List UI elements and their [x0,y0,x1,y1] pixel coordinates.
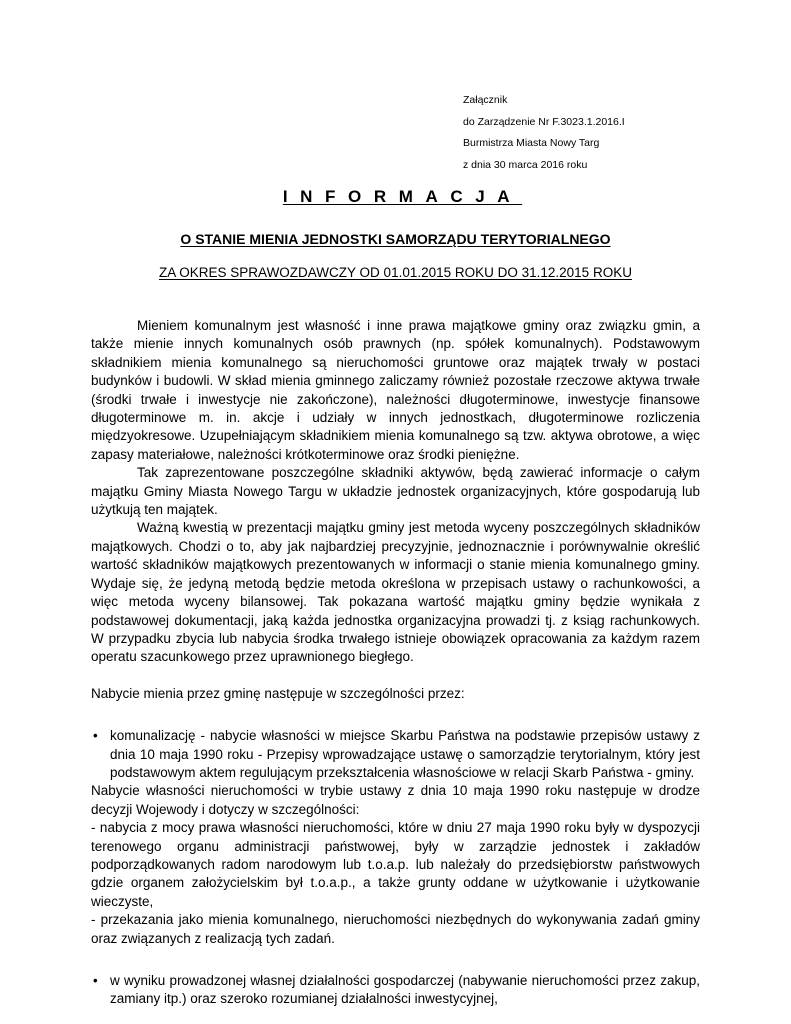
document-title-text: INFORMACJA [282,187,523,206]
annex-header [463,90,625,176]
paragraph: Ważną kwestią w prezentacji majątku gminy jest metoda wyceny poszczególnych składników majątkowych. Chodzi o to, aby jak najbardziej precyzyjnie, jednoznacznie i porównywalnie określić wartość składników majątkowych prezentowanych w informacji o stanie mienia komunalnego gminy. Wydaje się, że jedyną metodą będzie metoda określona w przepisach ustawy o rachunkowości, a więc metoda wyceny bilansowej. Tak pokazana wartość majątku gminy będzie wynikała z podstawowej dokumentacji, jaką każda jednostka organizacyjna prowadzi tj. z ksiąg rachunkowych. W przypadku zbycia lub nabycia środka trwałego istnieje obowiązek opracowania za każdym razem operatu szacunkowego przez uprawnionego biegłego. [91,520,700,665]
annex-line: z dnia 30 marca 2016 roku [463,158,588,171]
paragraph: Nabycie własności nieruchomości w trybie ustawy z dnia 10 maja 1990 roku następuje w drodze decyzji Wojewody i dotyczy w szczególności: [91,783,700,817]
bullet-item [91,972,700,1009]
annex-line: Załącznik [463,94,508,106]
paragraph: - nabycia z mocy prawa własności nieruchomości, które w dniu 27 maja 1990 roku były w dyspozycji terenowego organu administracji państwowej, były w zarządzie jednostek i zakładów podporządkowanych radom narodowym lub t.o.a.p. lub należały do przedsiębiorstw państwowych gdzie organem założycielskim był t.o.a.p., a także grunty oddane w użytkowanie i użytkowanie wieczyste, [91,820,700,909]
bullet-text: w wyniku prowadzonej własnej działalności gospodarczej (nabywanie nieruchomości przez zakup, zamiany itp.) oraz szeroko rozumianej działalności inwestycyjnej, [110,973,700,1007]
paragraph: - przekazania jako mienia komunalnego, nieruchomości niezbędnych do wykonywania zadań gminy oraz związanych z realizacją tych zadań. [91,912,700,946]
document-title [0,187,791,207]
bullet-icon: • [93,973,98,988]
bullet-text: komunalizację - nabycie własności w miejsce Skarbu Państwa na podstawie przepisów ustawy z dnia 10 maja 1990 roku - Przepisy wprowadzające ustawę o samorządzie terytorialnym, który jest podstawowym aktem regulującym przekształcenia własnościowe w relacji Skarb Państwa - gminy. [110,728,700,780]
bullet-item [91,727,700,782]
annex-line: do Zarządzenie Nr F.3023.1.2016.I [463,115,625,128]
paragraph: Nabycie mienia przez gminę następuje w szczególności przez: [91,685,465,701]
reporting-period: ZA OKRES SPRAWOZDAWCZY OD 01.01.2015 ROKU DO 31.12.2015 ROKU [159,265,632,280]
document-body [91,317,700,1009]
bullet-icon: • [93,728,98,744]
annex-line: Burmistrza Miasta Nowy Targ [463,137,600,149]
document-subtitle: O STANIE MIENIA JEDNOSTKI SAMORZĄDU TERYTORIALNEGO [180,231,611,247]
paragraph: Mieniem komunalnym jest własność i inne prawa majątkowe gminy oraz związku gmin, a także mienie innych komunalnych osób prawnych (np. spółek komunalnych). Podstawowym składnikiem mienia komunalnego są nieruchomości gruntowe oraz majątek trwały w postaci budynków i budowli. W skład mienia gminnego zaliczamy również pozostałe rzeczowe aktywa trwałe (środki trwałe i inwestycje nie zakończone), należności długoterminowe, inwestycje finansowe długoterminowe m. in. akcje i udziały w innych jednostkach, długoterminowe rozliczenia międzyokresowe. Uzupełniającym składnikiem mienia komunalnego są tzw. aktywa obrotowe, a więc zapasy materiałowe, należności krótkoterminowe oraz środki pieniężne. [91,318,700,462]
paragraph: Tak zaprezentowane poszczególne składniki aktywów, będą zawierać informacje o całym majątku Gminy Miasta Nowego Targu w układzie jednostek organizacyjnych, które gospodarują lub użytkują ten majątek. [91,465,700,518]
